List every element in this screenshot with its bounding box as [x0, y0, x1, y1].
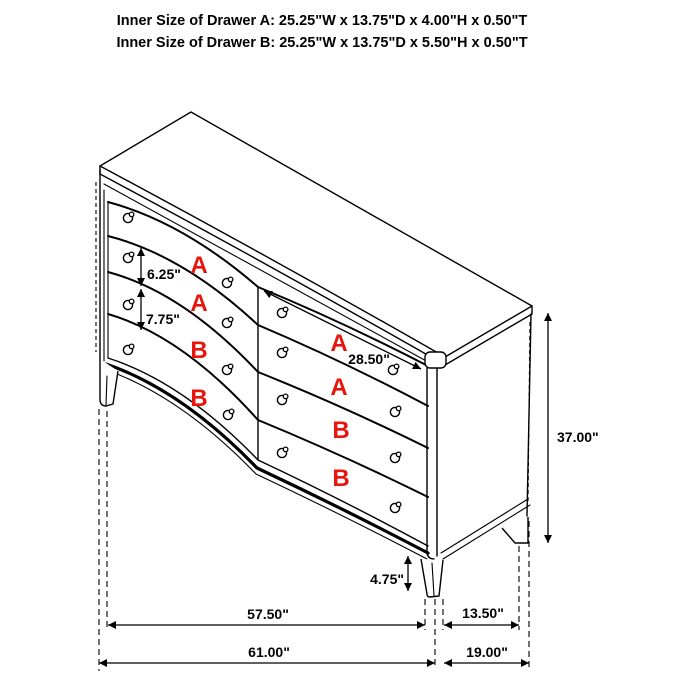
dim-label-37-00: 37.00" — [557, 429, 599, 445]
knob-icon — [390, 452, 401, 463]
dim-depth-between-legs — [444, 605, 519, 625]
knob-icon — [277, 447, 288, 458]
knob-icon — [222, 364, 233, 375]
dim-label-13-50: 13.50" — [462, 605, 504, 621]
drawer-label-right-1: A — [330, 330, 348, 357]
drawer-label-left-2: A — [190, 290, 208, 317]
knob-icon — [390, 406, 401, 417]
dim-overall-height — [548, 313, 599, 543]
drawer-label-left-1: A — [190, 252, 208, 279]
knob-icon — [123, 299, 133, 310]
dim-width-between-legs — [108, 606, 425, 625]
dim-label-7-75: 7.75" — [146, 311, 180, 327]
knob-icon — [223, 409, 234, 420]
dim-overall-width — [99, 644, 435, 663]
knob-icon — [277, 394, 288, 405]
knob-icon — [277, 307, 288, 318]
dim-label-61-00: 61.00" — [248, 644, 290, 660]
knob-icon — [123, 252, 133, 263]
knob-icon — [390, 502, 401, 512]
dim-label-4-75: 4.75" — [370, 571, 404, 587]
knob-icon — [388, 364, 399, 375]
dim-label-19-00: 19.00" — [466, 644, 508, 660]
dim-label-57-50: 57.50" — [247, 606, 289, 622]
dim-label-28-50: 28.50" — [348, 351, 390, 367]
front-right-post — [427, 368, 437, 559]
header-line-1: Inner Size of Drawer A: 25.25"W x 13.75"D x 4.00"H x 0.50"T — [116, 13, 528, 29]
dresser-drawing — [96, 112, 532, 597]
back-right-leg — [502, 517, 528, 543]
drawer-label-right-3: B — [332, 417, 350, 444]
drawer-label-right-4: B — [332, 465, 350, 492]
knob-icon — [123, 344, 133, 355]
header — [116, 13, 527, 51]
knob-icon — [222, 277, 233, 288]
knob-icon — [123, 212, 133, 223]
header-line-2: Inner Size of Drawer B: 25.25"W x 13.75"D x 5.50"H x 0.50"T — [116, 35, 528, 51]
dim-label-6-25: 6.25" — [147, 266, 181, 282]
dim-leg-height — [370, 556, 408, 591]
dim-overall-depth — [444, 644, 529, 663]
left-post-inner-edge — [104, 190, 108, 361]
knob-icon — [222, 317, 233, 328]
front-right-corner-cap — [425, 352, 446, 368]
knob-icon — [277, 347, 288, 358]
drawer-label-right-2: A — [330, 374, 348, 401]
drawer-label-left-3: B — [190, 337, 208, 364]
drawer-label-left-4: B — [190, 385, 208, 412]
